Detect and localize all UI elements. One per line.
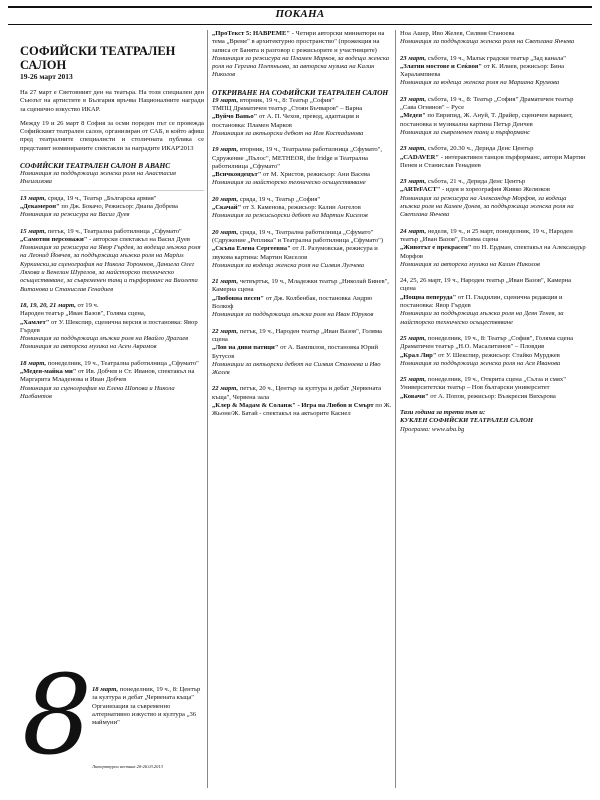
event-credits: от Л. Разумовская, режисура и звукова картина: Мартин Киселов — [212, 245, 378, 261]
nomination: Номинация за водеща женска роля на Мариана Крумова — [400, 79, 560, 87]
event-entry — [212, 30, 392, 80]
event-credits: от А. Вампилов, постановка Юрий Бутусов — [212, 344, 379, 360]
closing-title: КУКЛЕН СОФИЙСКИ ТЕАТРАЛЕН САЛОН — [400, 417, 533, 425]
event-credits: - Четири авторски миниатюри на тема „Време" в архитектурно пространство" (прожекция на записа от Банята и разговор с режисьорите и участниците) — [212, 30, 385, 54]
column-2 — [212, 30, 392, 427]
event-title: „Хамлет" — [20, 318, 50, 326]
event-entry — [400, 96, 588, 137]
nomination: Номинация за поддържаща мъжка роля на Иван Юруков — [212, 311, 374, 319]
event-credits: от З. Каменова, режисьор: Калин Ангелов — [241, 204, 361, 212]
event-credits: Ноа Ашер, Иво Желев, Силвия Станоева — [400, 30, 515, 37]
event-title: „Медея" — [400, 112, 426, 120]
event-credits: по Дж. Бокачо, Режисьор: Диана Добрева — [59, 202, 178, 210]
event-credits: по Ж. Жьоне/Ж. Батай - спектакъл на актьорите Касиел — [212, 401, 392, 418]
event-credits: от К. Илиев, режисьор: Бина Харалампиева — [400, 62, 565, 79]
event-entry — [400, 30, 588, 47]
event-credits: от А. П. Чехов, превод, адаптация и постановка: Пламен Марков — [212, 113, 360, 129]
event-entry — [400, 145, 588, 170]
event-title: „Крал Лир" — [400, 351, 437, 359]
event-title: „Златни мостове и Сеќвоя" — [400, 62, 482, 70]
event-venue: понеделник, 19 ч., 8: Театър „София", Голяма сцена Драматичен театър „Н.О. Масалитинов" – Пловдив — [400, 334, 573, 351]
event-venue: сряда, 19 ч., Театър „Българска армия" — [46, 194, 157, 202]
event-credits: от М. Христов, режисьор: Ани Васева — [261, 171, 370, 179]
event-entry — [20, 195, 204, 220]
event-credits: от У. Шекспир, режисьор: Стайко Мурджев — [436, 351, 560, 359]
event-date: 22 март, — [212, 327, 239, 335]
event-date: 21 март, — [212, 278, 239, 286]
nomination: Номинация за съвременен танц и пърформанс — [400, 128, 531, 136]
nomination: Номинации за поддържаща мъжка роля на Деян Тенев, за майсторско техническо осъществяване — [400, 310, 564, 326]
event-venue: сряда, 19 ч., Театрална работилница „Сфумато" (Сдружение „Реплика" и Театрална работилница „Сфумато") — [212, 228, 384, 244]
event-credits: от У. Шекспир, сценична версия и постановка: Явор Гърдев — [20, 318, 198, 334]
event-date: 24 март, — [400, 227, 427, 235]
event-venue: 24, 25, 26 март, 19 ч., Народен театър „Иван Вазов", Камерна сцена — [400, 277, 572, 293]
event-venue: понеделник, 19 ч., Театрална работилница „Сфумато" — [46, 359, 199, 367]
column-divider — [207, 30, 208, 788]
event-title: „Самотни персонажи" — [20, 235, 88, 243]
event-title: „Животът е прекрасен" — [400, 244, 472, 252]
event-date: 23 март, — [400, 95, 427, 103]
event-entry — [400, 55, 588, 88]
event-title: „Клер & Мадам & Соланж" - Игра на Любов и Смърт — [212, 401, 374, 409]
event-date: 23 март, — [400, 145, 427, 153]
event-entry — [212, 229, 392, 270]
page-header: ПОКАНА — [275, 8, 325, 20]
event-title: „Лов на диви патици" — [212, 344, 279, 352]
event-date: 25 март, — [400, 334, 427, 342]
column-1 — [20, 30, 204, 409]
event-title: „Любовна песен" — [212, 294, 265, 302]
event-title: „Всичкоядецът" — [212, 171, 262, 179]
event-entry — [20, 360, 204, 401]
event-venue: Народен театър „Иван Вазов", Голяма сцена, — [20, 310, 146, 318]
event-venue: неделя, 19 ч., и 25 март, понеделник, 19 ч., Народен театър „Иван Вазов", Голяма сцена — [400, 227, 573, 243]
event-date: 23 март, — [400, 178, 427, 186]
intro-paragraph: Между 19 и 26 март 8 София за осми пореден път се провежда Софийският театрален салон, организиран от САБ, в който афиш пред театралните специалисти и столичната публика се представят номинираните спектакли за наградите ИКАР'2013 — [20, 119, 204, 152]
event-venue: петък, 19 ч., Народен театър „Иван Вазов", Голяма сцена — [212, 327, 382, 343]
footer-credit: Литературен вестник 20-26.03.2013 — [92, 764, 163, 769]
nomination: Номинация за водеща женска роля на Силвия Лулчева — [212, 261, 365, 269]
event-venue: Сдружение „Пълос", METHEOR, the fridge и Театрална работилница „Сфумато" — [212, 154, 368, 170]
event-entry — [20, 302, 204, 352]
nomination: Номинация за поддържаща женска роля на Ася Иванова — [400, 359, 561, 367]
event-title: „Скачай" — [212, 204, 242, 212]
event-credits: по Н. Ердман, спектакъл на Александър Морфов — [400, 244, 586, 260]
nomination: Номинация за режисура на Александър Морфов, за водеща мъжка роля на Камен Донев, за поддържаща женска роля на Светлана Янчева — [400, 194, 574, 219]
event-credits: - идея и хореография Живко Желязков — [440, 186, 550, 194]
header-rule — [8, 24, 592, 25]
event-entry — [20, 228, 204, 294]
column-3 — [400, 30, 588, 434]
closing-note — [400, 409, 588, 434]
event-title: „Декамерон" — [20, 202, 60, 210]
festival-dates: 19-26 март 2013 — [20, 72, 73, 81]
event-date: 25 март, — [400, 376, 427, 384]
program-link[interactable]: Програма: www.uba.bg — [400, 425, 465, 433]
page-number: 8 — [22, 651, 92, 779]
event-venue: събота, 21 ч., Дерида Денс Център — [426, 178, 526, 186]
event-date: 15 март, — [20, 227, 47, 235]
event-credits: по Еврипид, Ж. Ануй, Т. Драйер, сценичен вариант, постановка и музикална картина Петър Денчев — [400, 112, 573, 128]
intro-paragraph: На 27 март е Световният ден на театъра. На този специален ден Съюзът на артистите в България връчва Националните награди за сценично изкуство ИКАР. — [20, 89, 204, 113]
event-credits: от А. Попов, режисьор: Възкресия Вихърова — [428, 392, 556, 400]
event-venue: вторник, 19 ч., 8: Театър „София" — [238, 96, 334, 104]
event-date: 18, 19, 20, 21 март, — [20, 301, 76, 309]
event-venue: понеделник, 19 ч., 8: Център за култура и дебат „Червената къща" Организация за съвременно алтернативно изкуство и култура „36 маймуни" — [92, 686, 201, 727]
event-title: „Медея-майка ми" — [20, 368, 77, 376]
nomination: Номинация за майсторско техническо осъществяване — [212, 179, 366, 187]
event-venue: петък, 20 ч., Център за култура и дебат „Червената къща", Червена зала — [212, 385, 382, 401]
event-date: 18 март, — [92, 686, 119, 693]
event-date: 20 март, — [212, 228, 239, 236]
nomination: Номинации за актьорски дебют на Силвия Станоева и Иво Желев — [212, 360, 381, 377]
section-heading: ОТКРИВАНЕ НА СОФИЙСКИ ТЕАТРАЛЕН САЛОН — [212, 87, 389, 97]
event-entry — [212, 278, 392, 319]
event-entry — [400, 335, 588, 368]
column-divider — [395, 30, 396, 788]
event-date: 20 март, — [212, 195, 239, 203]
event-venue: от 19 ч. — [75, 301, 99, 309]
event-venue: петък, 19 ч., Театрална работилница „Сфумато" — [46, 227, 182, 235]
event-credits: от Дж. Колбенбак, постановка Андрю Волкоф — [212, 294, 373, 311]
event-venue: сряда, 19 ч., Театър „София" — [238, 195, 321, 203]
event-venue: вторник, 19 ч., Театрална работилница „Сфумато", — [238, 146, 383, 154]
nomination: Номинация за поддържаща женска роля на Светлана Янчева — [400, 38, 575, 46]
nomination: Номинация за сценография на Елена Шопова и Никола Налбантов — [20, 384, 175, 400]
event-entry — [212, 146, 392, 187]
event-credits: - интерактивен танцов пърформанс, автори Мартин Пенев и Станислав Генадиев — [400, 153, 586, 169]
nomination: Номинация за режисура на Пламен Марков, за водеща женска роля на Гергана Плетньова, за авторска музика на Калин Николов — [212, 54, 390, 79]
event-entry — [212, 328, 392, 378]
event-title: „Ковачи" — [400, 392, 429, 400]
nomination: Номинация за авторска музика на Асен Аврамов — [20, 343, 157, 351]
event-venue: четвъртък, 19 ч., Младежки театър „Николай Бинев", Камерна сцена — [212, 278, 389, 294]
event-entry — [92, 686, 202, 727]
event-title: „Вуйчо Ваньо" — [212, 113, 258, 121]
event-credits: от П. Гладилин, сценична редакция и постановка: Явор Гърдев — [400, 293, 563, 310]
nomination: Номинация за режисьорски дебют на Мартин Киселов — [212, 212, 368, 220]
event-title: „ПроТекст 5: НАВРЕМЕ" — [212, 30, 291, 37]
event-date: 22 март, — [212, 385, 239, 393]
nomination: Номинация за актьорски дебют на Иля Костадинова — [212, 129, 364, 137]
event-entry — [212, 97, 392, 138]
event-date: 18 март, — [20, 359, 47, 367]
event-entry — [400, 228, 588, 269]
event-title: „ARTeFACT" — [400, 186, 441, 194]
event-venue: събота, 20.30 ч., Дерида Денс Център — [426, 145, 534, 153]
event-title: „Нощна пеперуда" — [400, 293, 457, 301]
event-title: „CADAVER" — [400, 153, 440, 161]
festival-title: СОФИЙСКИ ТЕАТРАЛЕН САЛОН — [20, 44, 176, 72]
closing-line: Тази година за трети път и: — [400, 408, 486, 416]
event-entry — [212, 196, 392, 221]
event-entry — [400, 178, 588, 219]
nomination: Номинация за поддържаща мъжка роля на Ивайло Драгиев — [20, 335, 189, 343]
event-credits: - авторски спектакъл на Васил Дуев — [87, 235, 190, 243]
event-date: 19 март, — [212, 146, 239, 154]
nomination: Номинация за поддържаща женска роля на Анастасия Ингилизова — [20, 170, 204, 191]
event-date: 13 март, — [20, 194, 47, 202]
section-heading: СОФИЙСКИ ТЕАТРАЛЕН САЛОН В АВАНС — [20, 161, 171, 171]
event-date: 19 март, — [212, 96, 239, 104]
nomination: Номинация за режисура на Васил Дуев — [20, 211, 130, 219]
event-date: 23 март, — [400, 54, 427, 62]
event-title: „Скъпа Елена Сергеевна" — [212, 245, 291, 253]
event-entry — [400, 376, 588, 401]
nomination: Номинация за режисура на Явор Гърдев, за водеща мъжка роля на Леонид Йовчев, за поддържаща мъжка роля на Марius Куркински,за сценография на Никола Торомнов, Даниела Олег Ляхова и Венелин Шурелов, за майсторско техническо осъществяване, за съвременен танц и пърформанс на Виолета Витанова и Станислав Генадиев — [20, 244, 201, 293]
event-venue: ТМПЦ Драматичен театър „Стоян Бъчваров" – Варна — [212, 105, 363, 113]
event-entry — [400, 277, 588, 327]
event-credits: от Ив. Добчев и Ст. Иванов, спектакъл на Маргарита Младенова и Иван Добчев — [20, 368, 195, 384]
event-venue: събота, 19 ч., Малък градски театър „Зад канала" — [426, 54, 566, 62]
event-entry — [212, 385, 392, 418]
event-venue: понеделник, 19 ч., Открита сцена „Сълза и смях" Университетски театър – Нов български университет — [400, 376, 566, 392]
event-venue: събота, 19 ч., 8: Театър „София" Драматичен театър „Сава Огнянов" – Русе — [400, 95, 574, 112]
nomination: Номинация за авторска музика на Калин Николов — [400, 260, 540, 268]
